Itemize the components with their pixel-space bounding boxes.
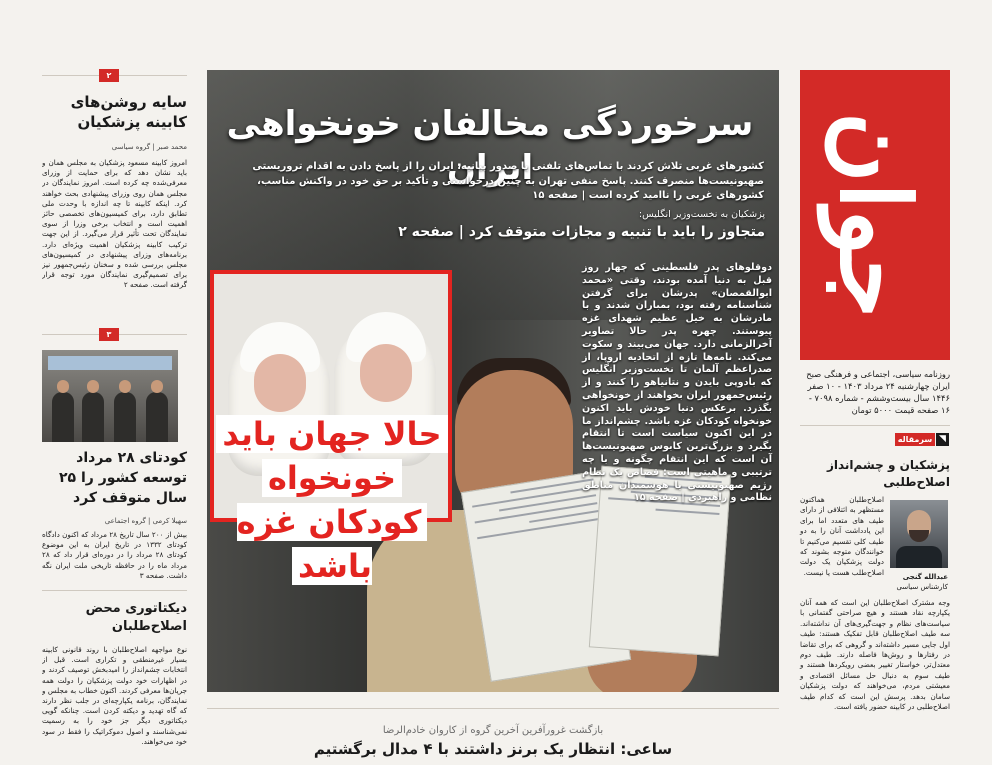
hero-sub-kicker: پزشکیان به نخست‌وزیر انگلیس: — [638, 209, 765, 220]
divider — [42, 590, 187, 591]
author-name: عبدالله گنجی — [902, 573, 948, 581]
story1-body: امروز کابینه مسعود پزشکیان به مجلس همان و باید نشان دهد که برای حمایت از وزرای معرفی‌شده چه کرده است. امروز نمایندگان در مجلس همان روی وزرای پیشنهادی بحث خواهند کرد. اینکه کابینه تا چه اندازه با وحدت ملی تطابق دارد، برای کمیسیون‌های تخصصی حائز اهمیت است و انتخاب برخی وزرا از سوی نمایندگان تحت تأثیر قرار می‌گیرد. از این جهت ترکیب کابینه پزشکیان اهمیت ویژه‌ای دارد. برنامه‌های وزرای پیشنهادی در کمیسیون‌های مجلس بررسی شده و سخنان رئیس‌جمهور نیز برای تصمیم‌گیری نمایندگان مورد توجه قرار گرفته است. صفحه ۲ — [42, 158, 187, 290]
bottom-headline[interactable]: ساعی: انتظار یک برنز داشتند با ۴ مدال برگشتیم — [313, 740, 673, 758]
story3-title[interactable]: دیکتاتوری محض اصلاح‌طلبان — [85, 601, 187, 634]
divider — [207, 708, 779, 709]
story1-title[interactable]: سایه روشن‌های کابینه پزشکیان — [70, 93, 187, 131]
callout-line: خونخواه — [262, 459, 402, 497]
author-info — [890, 572, 948, 592]
story2-body: بیش از ۲۰۰ سال تاریخ ۲۸ مرداد که اکنون دادگاه کودتای ۱۳۳۲ در تاریخ ایران به این موضوع کودتای ۲۸ مرداد را در دوره‌ای قرار داد که ۲۸ مرداد ماه را در حافظه تاریخی ملت ایران نگه داشت. صفحه ۳ — [42, 530, 187, 580]
author-photo — [890, 500, 948, 568]
bottom-kicker: بازگشت غرورآفرین آخرین گروه از کاروان خادم‌الرضا — [382, 725, 604, 736]
editorial-body-intro: اصلاح‌طلبان هماکنون مستظهر به ائتلافی از دارای طیف های متعدد اما برای این یادداشت آنان را به دو طیف کلی تقسیم می‌کنیم تا خوانندگان متوجه بشوند که دولت پزشکیان یک دولت اصلاح‌طلب هست یا نیست. — [800, 495, 884, 577]
author-role: کارشناس سیاسی — [896, 583, 948, 591]
callout-line: حالا جهان باید — [216, 415, 447, 453]
hero-lead: کشورهای غربی تلاش کردند با تماس‌های تلفنی یا صدور بیانیه، ایران را از پاسخ دادن به اقدام تروریستی صهیونیست‌ها منصرف کنند. پاسخ منفی تهران به چنین درخواستی و تأکید بر حق خود در واکنش مناسب، کشورهای غربی را ناامید کرده است | صفحه ۱۵ — [252, 161, 764, 201]
hero-sub-headline[interactable]: متجاوز را باید با تنبیه و مجازات متوقف کرد | صفحه ۲ — [398, 224, 765, 240]
story2-title[interactable]: کودتای ۲۸ مرداد توسعه کشور را ۲۵ سال متوقف کرد — [59, 450, 187, 506]
callout-line: کودکان غزه باشد — [237, 503, 428, 585]
editorial-title[interactable]: پزشکیان و چشم‌انداز اصلاح‌طلبی — [826, 458, 950, 489]
hero-callout — [212, 412, 452, 588]
story1-byline: محمد صبر | گروه سیاسی — [111, 143, 187, 151]
editorial-body: وجه مشترک اصلاح‌طلبان این است که همه آنان یکپارچه نقاد هستند و هیچ صراحتی گفتمانی با سیاست‌های نظام و جهت‌گیری‌های آن نداشته‌اند. سه طیف اصلاح‌طلبان قابل تفکیک هستند: طیف اول جایی مسیر داشته‌اند و گروهی که برای تقاضا در رفتارها و روش‌ها فاصله دارند. طیف دوم معتدل‌تر، خواستار تغییر بعضی رویکردها هستند و طیف سوم به دنبال حل مسائل اقتصادی و معیشتی مردم، می‌خواهند که دولت پزشکیان سامان بدهد. پرسش این است که کدام طیف اصلاح‌طلبی در کابینه حضور یافته است. — [800, 598, 950, 712]
editorial-tag: سرمقاله — [895, 433, 935, 446]
masthead-info: روزنامه سیاسی، اجتماعی و فرهنگی صبح ایران چهارشنبه ۲۴ مرداد ۱۴۰۳ - ۱۰ صفر ۱۴۴۶ سال بیست‌وششم - شماره ۷۰۹۸ - ۱۶ صفحه قیمت ۵۰۰۰ تومان — [806, 369, 950, 415]
hero-story-text: دوقلوهای پدر فلسطینی که چهار روز قبل به دنیا آمده بودند، وقتی «محمد ابوالقمصان» پدرشان برای گرفتن شناسنامه رفته بود، بمباران شدند و با مادرشان به خیل عظیم شهدای غزه پیوستند. چهره پدر حالا تصاویر آخرالزمانی دارد. جهان می‌بیند و سکوت می‌کند. نامه‌ها تازه از اتحادیه اروپا، از صدراعظم آلمان تا نخست‌وزیر انگلیس که بادوپی بایدن و نتانیاهو را کنند و از رئیس‌جمهور ایران بخواهند از خونخواهی بگذرد. برعکس دنیا خودش باید اکنون خونخواه کودکان غزه باشد. چشم‌انداز ما در این اکنون سیاست است تا انتقام بگیرد و بزرگ‌ترین کابوس صهیونیست‌ها آن است که این انتقام چگونه و با چه ترتیبی و ماهیتی است: قصاص یک نظام رژیم صهیونیستی یا هوشمندان مناطق نظامی و راهبردی | صفحه ۱۵ — [582, 262, 772, 504]
divider — [800, 425, 950, 426]
story2-byline: سهیلا کرمی | گروه اجتماعی — [104, 517, 187, 525]
page-number-badge: ۲ — [99, 69, 119, 82]
story2-photo — [42, 350, 178, 442]
hero-headline[interactable]: سرخوردگی مخالفان خونخواهی ایران — [226, 104, 754, 188]
page-number-badge: ۳ — [99, 328, 119, 341]
newspaper-logo: جوان — [818, 111, 932, 319]
story3-body: نوع مواجهه اصلاح‌طلبان با روند قانونی کابینه بسیار غیرمنطقی و تکراری است. قبل از انتخابات چشم‌انداز را امیدبخش توصیف کردند و در اظهارات خود دولت پزشکیان را دولت همه جریان‌ها معرفی کردند. اکنون خطاب به مجلس و نمایندگان، برنامه یکپارچه‌ای در جلب نظر دارند که گاه تهدید و دیکته کردن است. چنانکه گویی دیکتاتوری دیگر جز خود را به رسمیت نمی‌شناسند و اصول دموکراتیک را فقط در سود خود می‌خواهند. — [42, 645, 187, 746]
editorial-arrow-icon: ◥ — [936, 433, 949, 446]
masthead-logo-block — [800, 70, 950, 360]
